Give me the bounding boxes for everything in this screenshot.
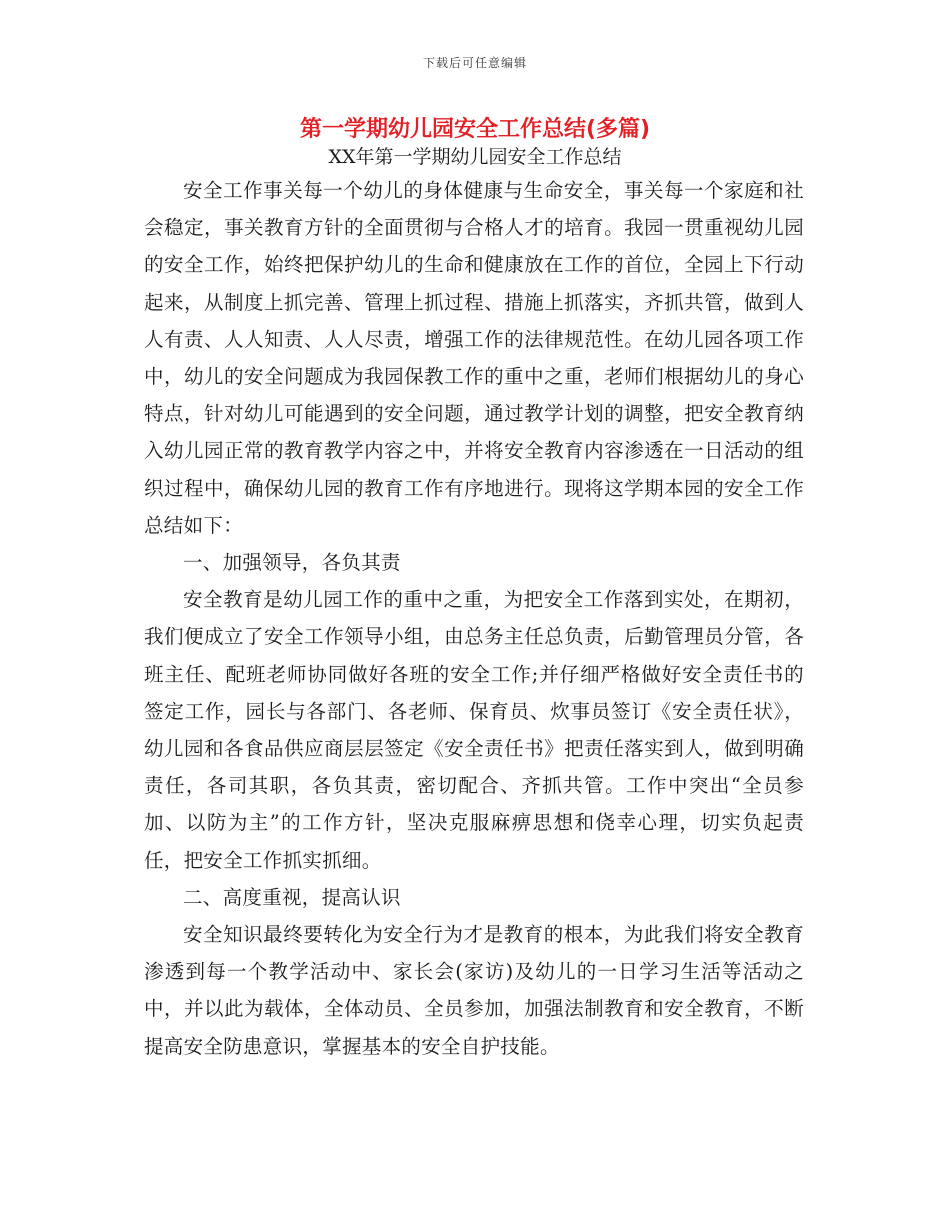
section-heading-1: 一、加强领导，各负其责 <box>183 551 401 575</box>
document-title: 第一学期幼儿园安全工作总结(多篇) <box>299 117 651 142</box>
paragraph-section-1: 安全教育是幼儿园工作的重中之重，为把安全工作落到实处，在期初，我们便成立了安全工作领导小组，由总务主任总负责，后勤管理员分管，各班主任、配班老师协同做好各班的安全工作;并仔细严格做好安全责任书的签定工作，园长与各部门、各老师、保育员、炊事员签订《安全责任状》，幼儿园和各食品供应商层层签定《安全责任书》把责任落实到人，做到明确责任，各司其职，各负其责，密切配合、齐抓共管。工作中突出“全员参加、以防为主”的工作方针，坚决克服麻痹思想和侥幸心理，切实负起责任，把安全工作抓实抓细。 <box>144 588 804 872</box>
document-body <box>144 172 804 1065</box>
document-subtitle: XX年第一学期幼儿园安全工作总结 <box>328 146 622 168</box>
section-heading-2: 二、高度重视，提高认识 <box>183 885 401 909</box>
paragraph-intro: 安全工作事关每一个幼儿的身体健康与生命安全，事关每一个家庭和社会稳定，事关教育方针的全面贯彻与合格人才的培育。我园一贯重视幼儿园的安全工作，始终把保护幼儿的生命和健康放在工作的首位，全园上下行动起来，从制度上抓完善、管理上抓过程、措施上抓落实，齐抓共管，做到人人有责、人人知责、人人尽责，增强工作的法律规范性。在幼儿园各项工作中，幼儿的安全问题成为我园保教工作的重中之重，老师们根据幼儿的身心特点，针对幼儿可能遇到的安全问题，通过教学计划的调整，把安全教育纳入幼儿园正常的教育教学内容之中，并将安全教育内容渗透在一日活动的组织过程中，确保幼儿园的教育工作有序地进行。现将这学期本园的安全工作总结如下： <box>144 179 804 537</box>
paragraph-section-2: 安全知识最终要转化为安全行为才是教育的根本，为此我们将安全教育渗透到每一个教学活动中、家长会(家访)及幼儿的一日学习生活等活动之中，并以此为载体，全体动员、全员参加，加强法制教育和安全教育，不断提高安全防患意识，掌握基本的安全自护技能。 <box>144 923 804 1058</box>
header-note: 下载后可任意编辑 <box>422 56 527 70</box>
